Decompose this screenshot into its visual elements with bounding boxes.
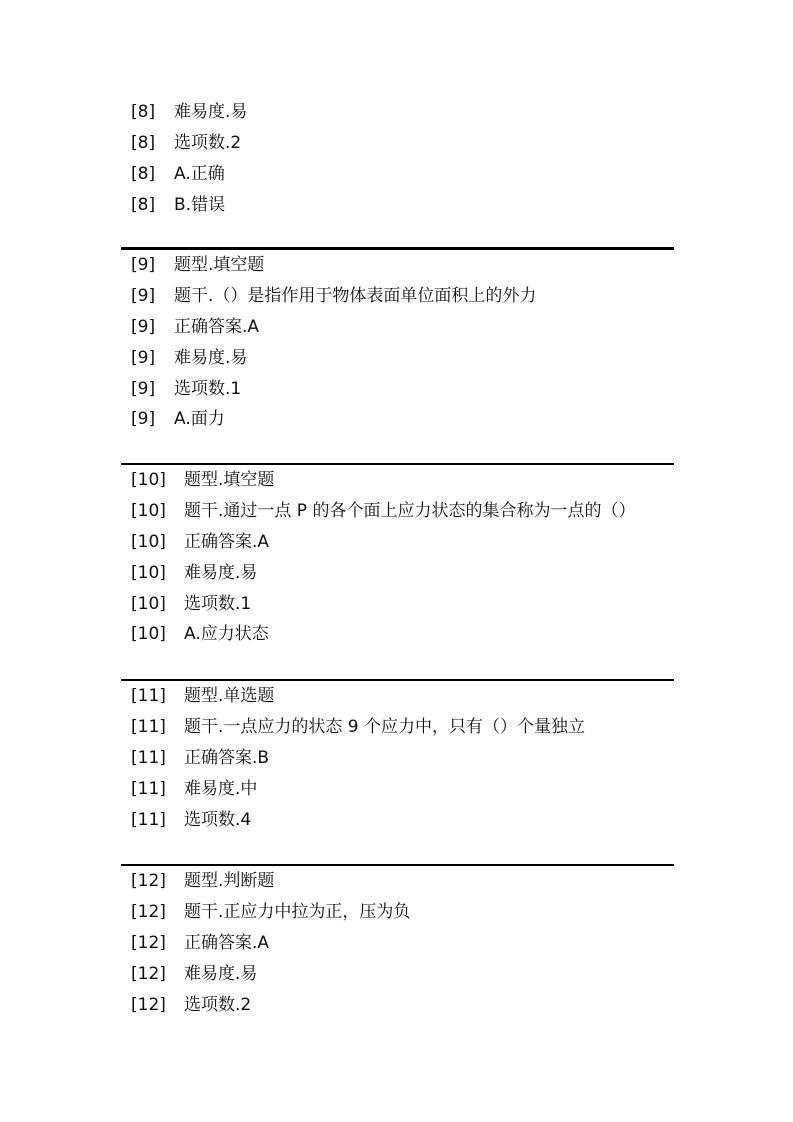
question-row xyxy=(121,250,674,281)
question-field: 难易度.易 xyxy=(174,102,248,123)
question-number: [9] xyxy=(131,347,156,368)
question-row xyxy=(121,128,674,159)
question-number: [9] xyxy=(131,286,156,307)
question-number: [11] xyxy=(131,809,166,830)
question-number: [12] xyxy=(131,932,166,953)
question-number: [9] xyxy=(131,316,156,337)
question-field: A.正确 xyxy=(174,163,225,184)
question-field: 难易度.易 xyxy=(174,347,248,368)
question-field: A.应力状态 xyxy=(184,624,269,645)
question-field: 难易度.中 xyxy=(184,778,258,799)
question-field: 题型.判断题 xyxy=(184,871,275,892)
question-number: [11] xyxy=(131,747,166,768)
question-field: 正确答案.A xyxy=(174,316,260,337)
question-row xyxy=(121,681,674,712)
question-number: [9] xyxy=(131,409,156,430)
question-number: [12] xyxy=(131,902,166,923)
question-row xyxy=(121,404,674,435)
question-field: 选项数.4 xyxy=(184,809,252,830)
question-number: [8] xyxy=(131,133,156,154)
question-number: [8] xyxy=(131,102,156,123)
question-field: 正确答案.B xyxy=(184,747,270,768)
question-row xyxy=(121,281,674,312)
question-number: [12] xyxy=(131,963,166,984)
question-field: 选项数.2 xyxy=(174,133,242,154)
question-field: A.面力 xyxy=(174,409,225,430)
question-row xyxy=(121,958,674,989)
question-field: 题干.正应力中拉为正，压为负 xyxy=(184,902,411,923)
question-row xyxy=(121,97,674,128)
question-number: [11] xyxy=(131,717,166,738)
question-field: B.错误 xyxy=(174,194,226,215)
question-number: [10] xyxy=(131,531,166,552)
question-field: 题干.通过一点 P 的各个面上应力状态的集合称为一点的（） xyxy=(184,501,636,522)
question-row xyxy=(121,496,674,527)
question-number: [9] xyxy=(131,255,156,276)
question-row xyxy=(121,373,674,404)
question-number: [10] xyxy=(131,624,166,645)
question-row xyxy=(121,928,674,959)
question-field: 题干.（）是指作用于物体表面单位面积上的外力 xyxy=(174,286,537,307)
question-number: [9] xyxy=(131,378,156,399)
question-row xyxy=(121,619,674,650)
question-number: [10] xyxy=(131,470,166,491)
question-row xyxy=(121,866,674,897)
question-row xyxy=(121,804,674,835)
question-field: 正确答案.A xyxy=(184,531,270,552)
question-number: [11] xyxy=(131,778,166,799)
question-number: [10] xyxy=(131,593,166,614)
question-number: [11] xyxy=(131,686,166,707)
question-number: [10] xyxy=(131,501,166,522)
question-field: 题型.填空题 xyxy=(184,470,275,491)
question-number: [8] xyxy=(131,194,156,215)
question-8-block xyxy=(121,97,674,220)
question-field: 难易度.易 xyxy=(184,562,258,583)
question-field: 题型.填空题 xyxy=(174,255,265,276)
question-row xyxy=(121,588,674,619)
question-row xyxy=(121,342,674,373)
question-field: 题干.一点应力的状态 9 个应力中，只有（）个量独立 xyxy=(184,717,586,738)
question-12-block xyxy=(121,864,674,1020)
question-number: [12] xyxy=(131,994,166,1015)
question-row xyxy=(121,159,674,190)
question-field: 选项数.1 xyxy=(174,378,242,399)
question-11-block xyxy=(121,679,674,835)
question-field: 难易度.易 xyxy=(184,963,258,984)
question-row xyxy=(121,712,674,743)
question-number: [10] xyxy=(131,562,166,583)
question-row xyxy=(121,527,674,558)
question-9-block xyxy=(121,247,674,435)
question-field: 选项数.2 xyxy=(184,994,252,1015)
question-row xyxy=(121,773,674,804)
question-number: [8] xyxy=(131,163,156,184)
question-row xyxy=(121,465,674,496)
question-field: 选项数.1 xyxy=(184,593,252,614)
question-row xyxy=(121,989,674,1020)
question-row xyxy=(121,897,674,928)
question-10-block xyxy=(121,463,674,650)
question-row xyxy=(121,743,674,774)
question-row xyxy=(121,189,674,220)
question-row xyxy=(121,312,674,343)
question-row xyxy=(121,557,674,588)
question-field: 题型.单选题 xyxy=(184,686,275,707)
question-number: [12] xyxy=(131,871,166,892)
question-field: 正确答案.A xyxy=(184,932,270,953)
